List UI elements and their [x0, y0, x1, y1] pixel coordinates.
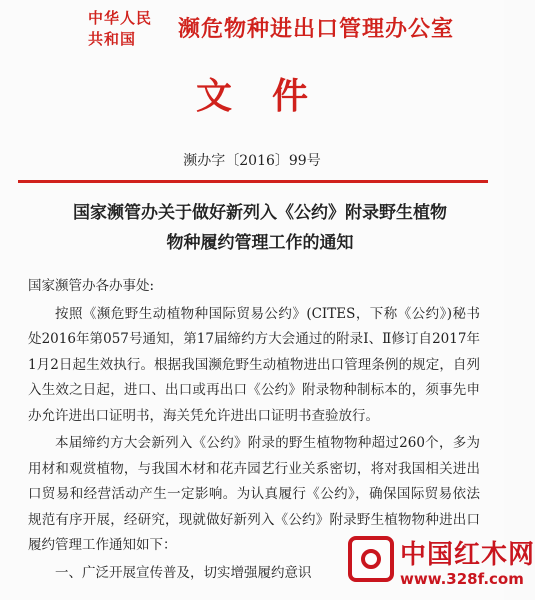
header-country-line: 中华人民	[88, 9, 153, 27]
site-logo-icon	[348, 536, 394, 582]
header-country-line: 共和国	[88, 30, 137, 48]
watermark-site-name: 中国红木网	[400, 540, 535, 570]
notice-title	[60, 198, 460, 258]
body-paragraph: 本届缔约方大会新列入《公约》附录的野生植物物种超过260个，多为用材和观赏植物，与我国木材和花卉园艺行业关系密切，将对我国相关进出口贸易和经营活动产生一定影响。为认真履行《公约》，确保国际贸易依法规范有序开展，经研究，现就做好新列入《公约》附录野生植物物种进出口履约管理工作通知如下：	[28, 435, 480, 553]
document-title: 文件	[195, 76, 348, 117]
salutation: 国家濒管办各办事处:	[28, 278, 155, 294]
header-country	[88, 8, 168, 50]
site-watermark	[348, 530, 535, 596]
watermark-url: www.328f.com	[400, 570, 524, 588]
red-divider	[18, 180, 488, 183]
body-paragraph: 按照《濒危野生动植物种国际贸易公约》(CITES，下称《公约》)秘书处2016年第057号通知，第17届缔约方大会通过的附录Ⅰ、Ⅱ修订自2017年1月2日起生效执行。根据我国濒危野生动植物进出口管理条例的规定，自列入生效之日起，进口、出口或再出口《公约》附录物种制标本的，须事先申办允许进出口证明书，海关凭允许进出口证明书查验放行。	[28, 305, 480, 424]
header-office-name: 濒危物种进出口管理办公室	[178, 17, 455, 42]
body-paragraph: 一、广泛开展宣传普及，切实增强履约意识	[55, 564, 312, 581]
notice-title-line: 国家濒管办关于做好新列入《公约》附录野生植物	[73, 203, 447, 223]
document-number: 濒办字〔2016〕99号	[183, 153, 321, 169]
notice-title-line: 物种履约管理工作的通知	[166, 233, 354, 253]
